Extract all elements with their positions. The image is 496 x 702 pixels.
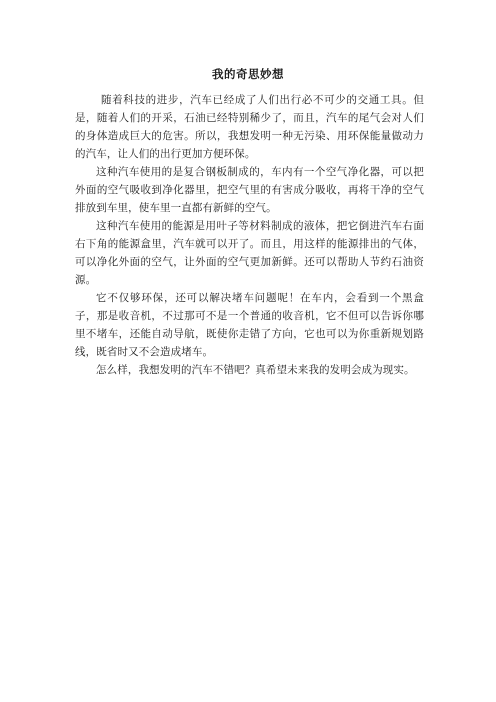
paragraph-5: 怎么样，我想发明的汽车不错吧？真希望未来我的发明会成为现实。	[96, 364, 415, 376]
document-title: 我的奇思妙想	[212, 67, 284, 81]
paragraph-4: 它不仅够环保，还可以解决堵车问题呢！在车内，会看到一个黑盒子，那是收音机，不过那可不是一个普通的收音机，它不但可以告诉你哪里不堵车，还能自动导航，既使你走错了方向，它也可以为你重新规划路线，既省时又不会造成堵车。	[75, 292, 424, 358]
paragraph-1: 随着科技的进步，汽车已经成了人们出行必不可少的交通工具。但是，随着人们的开采，石油已经特别稀少了，而且，汽车的尾气会对人们的身体造成巨大的危害。所以，我想发明一种无污染、用环保能量做动力的汽车，让人们的出行更加方便环保。	[75, 94, 424, 160]
paragraph-2: 这种汽车使用的是复合钢板制成的，车内有一个空气净化器，可以把外面的空气吸收到净化器里，把空气里的有害成分吸收，再将干净的空气排放到车里，使车里一直都有新鲜的空气。	[75, 166, 424, 214]
document-body	[75, 91, 424, 379]
paragraph-3: 这种汽车使用的能源是用叶子等材料制成的液体，把它倒进汽车右面右下角的能源盒里，汽车就可以开了。而且，用这样的能源排出的气体，可以净化外面的空气，让外面的空气更加新鲜。还可以帮助人节约石油资源。	[75, 220, 424, 286]
